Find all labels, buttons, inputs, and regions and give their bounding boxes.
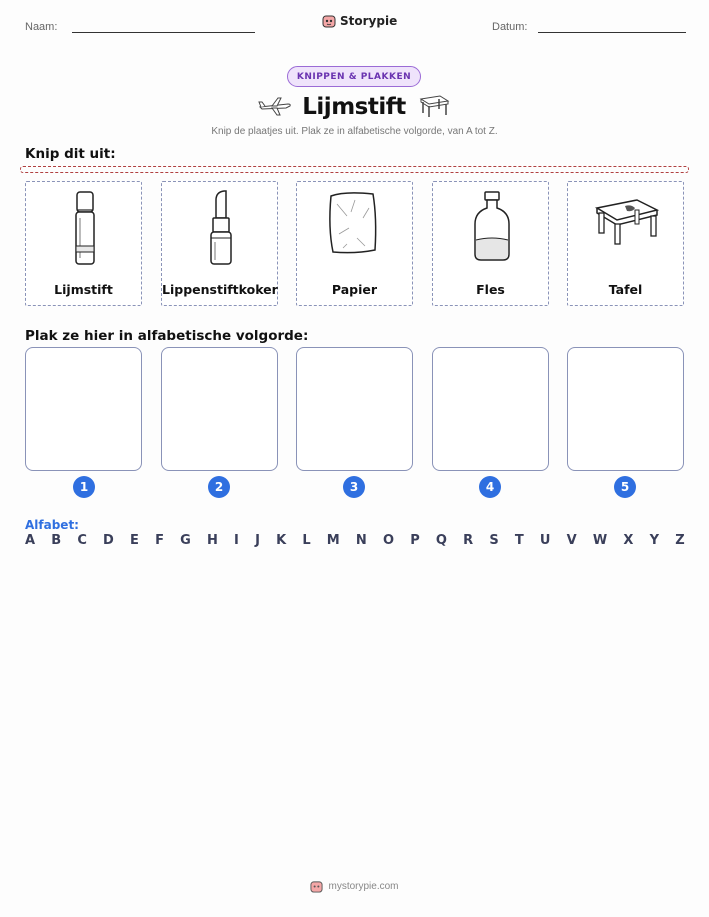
alphabet-letter: K <box>276 533 287 548</box>
card-label-bottle: Fles <box>476 282 505 297</box>
alphabet-letter: T <box>514 533 524 548</box>
alphabet-letter: Q <box>435 533 447 548</box>
date-label: Datum: <box>492 21 528 33</box>
bottle-icon <box>466 188 518 268</box>
alphabet-letter: Y <box>649 533 660 548</box>
instructions: Knip de plaatjes uit. Plak ze in alfabetische volgorde, van A tot Z. <box>211 126 498 137</box>
alphabet-letter: X <box>623 533 634 548</box>
cut-card-lipstick[interactable] <box>161 181 278 306</box>
alphabet-letter: S <box>489 533 499 548</box>
alphabet-letter: A <box>25 533 36 548</box>
alphabet-row <box>25 533 685 548</box>
paste-slot-1[interactable] <box>25 347 142 471</box>
worksheet-title: Lijmstift <box>302 94 406 120</box>
name-label: Naam: <box>25 21 58 33</box>
alphabet-letter: E <box>130 533 139 548</box>
paper-icon <box>325 188 385 268</box>
cut-card-glue-stick[interactable] <box>25 181 142 306</box>
alphabet-letter: R <box>463 533 474 548</box>
activity-badge: KNIPPEN & PLAKKEN <box>287 66 421 87</box>
slot-number-1: 1 <box>73 476 95 498</box>
slot-number-5: 5 <box>614 476 636 498</box>
alphabet-letter: L <box>302 533 311 548</box>
alphabet-letter: B <box>51 533 62 548</box>
footer <box>0 880 709 893</box>
alphabet-letter: Z <box>675 533 685 548</box>
alphabet-letter: V <box>566 533 577 548</box>
paste-slot-5[interactable] <box>567 347 684 471</box>
paste-heading: Plak ze hier in alfabetische volgorde: <box>25 328 309 344</box>
table-icon <box>591 188 661 268</box>
alphabet-letter: H <box>206 533 218 548</box>
paste-slot-3[interactable] <box>296 347 413 471</box>
paste-slot-2[interactable] <box>161 347 278 471</box>
cut-line <box>20 166 689 173</box>
brand-logo <box>322 14 397 28</box>
slot-number-3: 3 <box>343 476 365 498</box>
alphabet-label: Alfabet: <box>25 518 79 532</box>
alphabet-letter: N <box>355 533 367 548</box>
alphabet-letter: I <box>234 533 239 548</box>
mascot-icon <box>310 880 323 893</box>
mascot-icon <box>322 14 336 28</box>
alphabet-letter: F <box>155 533 164 548</box>
paste-slot-4[interactable] <box>432 347 549 471</box>
alphabet-letter: W <box>592 533 608 548</box>
alphabet-letter: C <box>77 533 87 548</box>
alphabet-letter: M <box>326 533 340 548</box>
card-label-paper: Papier <box>331 282 378 297</box>
cut-card-bottle[interactable] <box>432 181 549 306</box>
slot-number-4: 4 <box>479 476 501 498</box>
cut-heading: Knip dit uit: <box>25 146 116 162</box>
table-decor-icon <box>418 93 450 123</box>
footer-site[interactable]: mystorypie.com <box>328 881 399 892</box>
slot-number-2: 2 <box>208 476 230 498</box>
cut-card-table[interactable] <box>567 181 684 306</box>
brand-name: Storypie <box>340 14 398 28</box>
alphabet-letter: O <box>382 533 395 548</box>
card-label-lipstick: Lippenstiftkoker <box>162 282 278 297</box>
name-line[interactable] <box>72 32 255 33</box>
cut-card-paper[interactable] <box>296 181 413 306</box>
lipstick-icon <box>195 188 247 268</box>
glue-stick-icon <box>59 188 111 268</box>
alphabet-letter: D <box>103 533 114 548</box>
date-line[interactable] <box>538 32 686 33</box>
card-label-table: Tafel <box>608 282 643 297</box>
card-label-glue-stick: Lijmstift <box>54 282 113 297</box>
alphabet-letter: G <box>180 533 191 548</box>
alphabet-letter: U <box>539 533 551 548</box>
alphabet-letter: P <box>410 533 420 548</box>
alphabet-letter: J <box>255 533 260 548</box>
